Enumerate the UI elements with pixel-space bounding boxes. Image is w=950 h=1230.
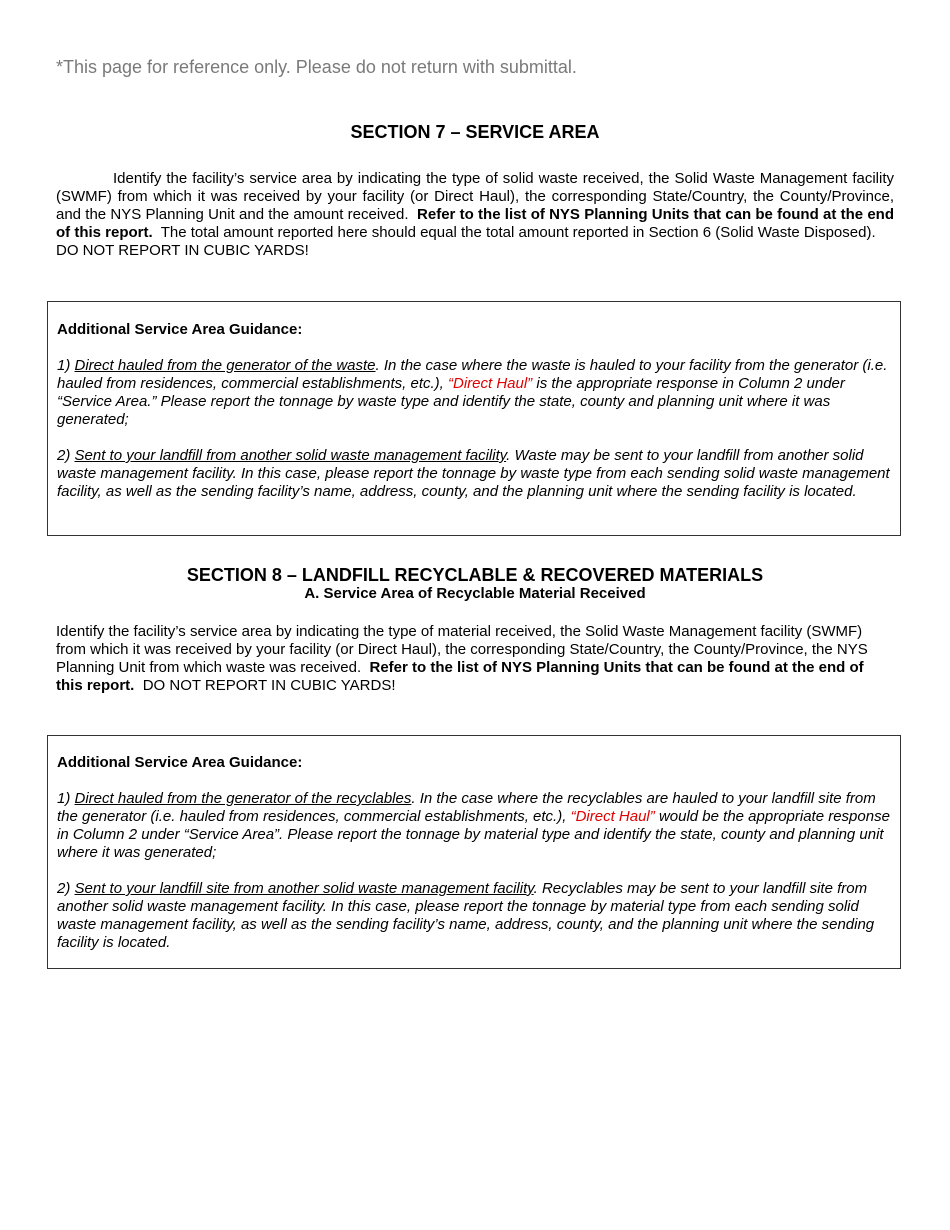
- reference-note: *This page for reference only. Please do not return with submittal.: [56, 57, 577, 77]
- section-8-intro: [56, 623, 894, 695]
- item-1-title: Direct hauled from the generator of the recyclables: [74, 790, 412, 807]
- item-1-text-a: . In the case where the waste is hauled to your facility from the generator (i.e. hauled from residences, commercial establishments, etc.),: [57, 357, 888, 392]
- section-7-title: SECTION 7 – SERVICE AREA: [350, 122, 600, 142]
- item-number: 2): [57, 447, 71, 464]
- section-8-guidance-item-1: [57, 790, 891, 862]
- item-1-text-b: would be the appropriate response in Column 2 under “Service Area”. Please report the tonnage by material type and identify the state, county and planning unit where it was generated;: [57, 808, 890, 861]
- section-7-guidance-box: [47, 301, 901, 536]
- direct-haul-highlight: “Direct Haul”: [448, 375, 533, 392]
- direct-haul-highlight: “Direct Haul”: [570, 808, 655, 825]
- section-7-intro-text-a: Identify the facility’s service area by indicating the type of solid waste received, the Solid Waste Management facility (SWMF) from which it was received by your facility (or Direct Haul), the corresponding State/Country, the County/Province, and the NYS Planning Unit and the amount received.: [56, 170, 894, 223]
- section-7-no-cubic-yards: DO NOT REPORT IN CUBIC YARDS!: [56, 242, 309, 259]
- item-1-text-a: . In the case where the recyclables are hauled to your landfill site from the generator (i.e. hauled from residences, commercial establishments, etc.),: [57, 790, 876, 825]
- section-8-guidance-box: [47, 735, 901, 969]
- item-2-title: Sent to your landfill site from another solid waste management facility: [74, 880, 534, 897]
- item-2-title: Sent to your landfill from another solid waste management facility: [74, 447, 507, 464]
- section-8-guidance-item-2: [57, 880, 891, 952]
- section-8-intro-text-a: Identify the facility’s service area by indicating the type of material received, the Solid Waste Management facility (SWMF) from which it was received by your facility (or Direct Haul), the corresponding State/Country, the County/Province, the NYS Planning Unit from which waste was received.: [56, 623, 868, 676]
- section-7-intro: [56, 170, 894, 260]
- item-2-text-a: . Waste may be sent to your landfill from another solid waste management facility. In this case, please report the tonnage by waste type from each sending solid waste management facility, as well as the sending facility’s name, address, county, and the planning unit where the sending facility is located.: [57, 447, 890, 500]
- section-7-intro-text-b: The total amount reported here should equal the total amount reported in Section 6 (Solid Waste Disposed).: [160, 224, 876, 241]
- item-1-text-b: is the appropriate response in Column 2 under “Service Area.” Please report the tonnage by waste type and identify the state, county and planning unit where it was generated;: [57, 375, 845, 428]
- section-7-guidance-heading: Additional Service Area Guidance:: [57, 321, 303, 338]
- item-2-text-a: . Recyclables may be sent to your landfill site from another solid waste management facility. In this case, please report the tonnage by material type from each sending solid waste management facility, as well as the sending facility’s name, address, county, and the planning unit where the sending facility is located.: [57, 880, 875, 951]
- section-7-guidance-item-2: [57, 447, 891, 501]
- section-7-guidance-item-1: [57, 357, 891, 429]
- section-7-intro-bold: Refer to the list of NYS Planning Units that can be found at the end of this report.: [56, 206, 894, 241]
- section-8-intro-bold: Refer to the list of NYS Planning Units that can be found at the end of this report.: [56, 659, 864, 694]
- section-8-guidance-heading: Additional Service Area Guidance:: [57, 754, 303, 771]
- item-number: 1): [57, 357, 71, 374]
- section-8-title: SECTION 8 – LANDFILL RECYCLABLE & RECOVERED MATERIALS: [186, 565, 764, 585]
- item-number: 1): [57, 790, 71, 807]
- section-8-no-cubic-yards: DO NOT REPORT IN CUBIC YARDS!: [142, 677, 396, 694]
- item-number: 2): [57, 880, 71, 897]
- section-8-subtitle: A. Service Area of Recyclable Material Received: [304, 585, 646, 602]
- item-1-title: Direct hauled from the generator of the waste: [74, 357, 376, 374]
